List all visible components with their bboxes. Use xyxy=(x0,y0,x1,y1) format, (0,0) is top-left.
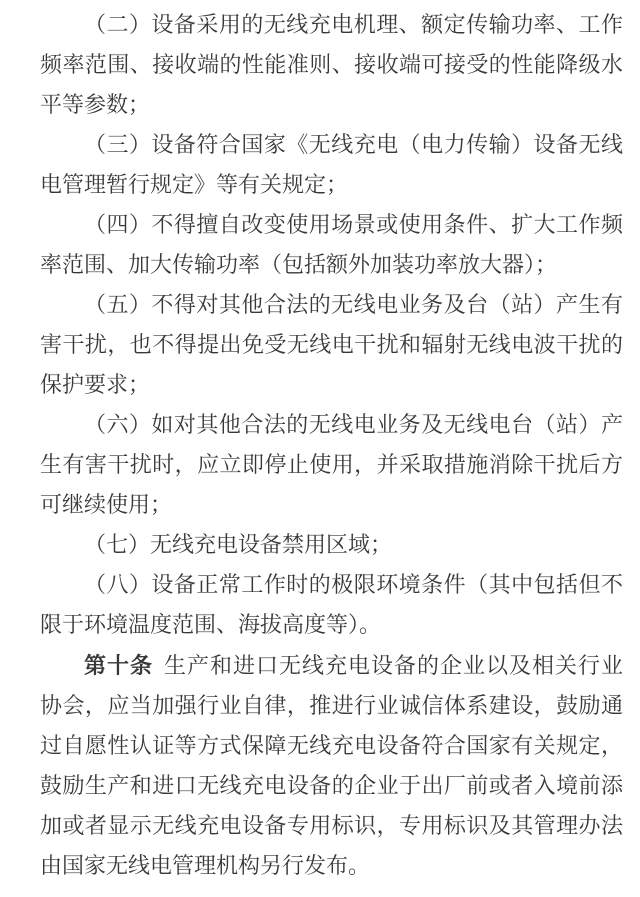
paragraph-item-8: （八）设备正常工作时的极限环境条件（其中包括但不限于环境温度范围、海拔高度等）。 xyxy=(40,573,623,638)
paragraph-item-5: （五）不得对其他合法的无线电业务及台（站）产生有害干扰，也不得提出免受无线电干扰和辐射无线电波干扰的保护要求； xyxy=(40,293,623,398)
paragraph-item-3: （三）设备符合国家《无线充电（电力传输）设备无线电管理暂行规定》等有关规定； xyxy=(40,133,623,198)
paragraph-item-2: （二）设备采用的无线充电机理、额定传输功率、工作频率范围、接收端的性能准则、接收端可接受的性能降级水平等参数； xyxy=(40,13,623,118)
article-body-text: 生产和进口无线充电设备的企业以及相关行业协会，应当加强行业自律，推进行业诚信体系建设，鼓励通过自愿性认证等方式保障无线充电设备符合国家有关规定，鼓励生产和进口无线充电设备的企业于出厂前或者入境前添加或者显示无线充电设备专用标识，专用标识及其管理办法由国家无线电管理机构另行发布。 xyxy=(40,654,623,879)
paragraph-item-4: （四）不得擅自改变使用场景或使用条件、扩大工作频率范围、加大传输功率（包括额外加装功率放大器）； xyxy=(40,213,623,278)
paragraph-item-6: （六）如对其他合法的无线电业务及无线电台（站）产生有害干扰时，应立即停止使用，并采取措施消除干扰后方可继续使用； xyxy=(40,413,623,518)
paragraph-item-7: （七）无线充电设备禁用区域； xyxy=(84,533,393,558)
paragraph-article-10 xyxy=(40,646,623,887)
article-number-label: 第十条 xyxy=(84,653,153,679)
